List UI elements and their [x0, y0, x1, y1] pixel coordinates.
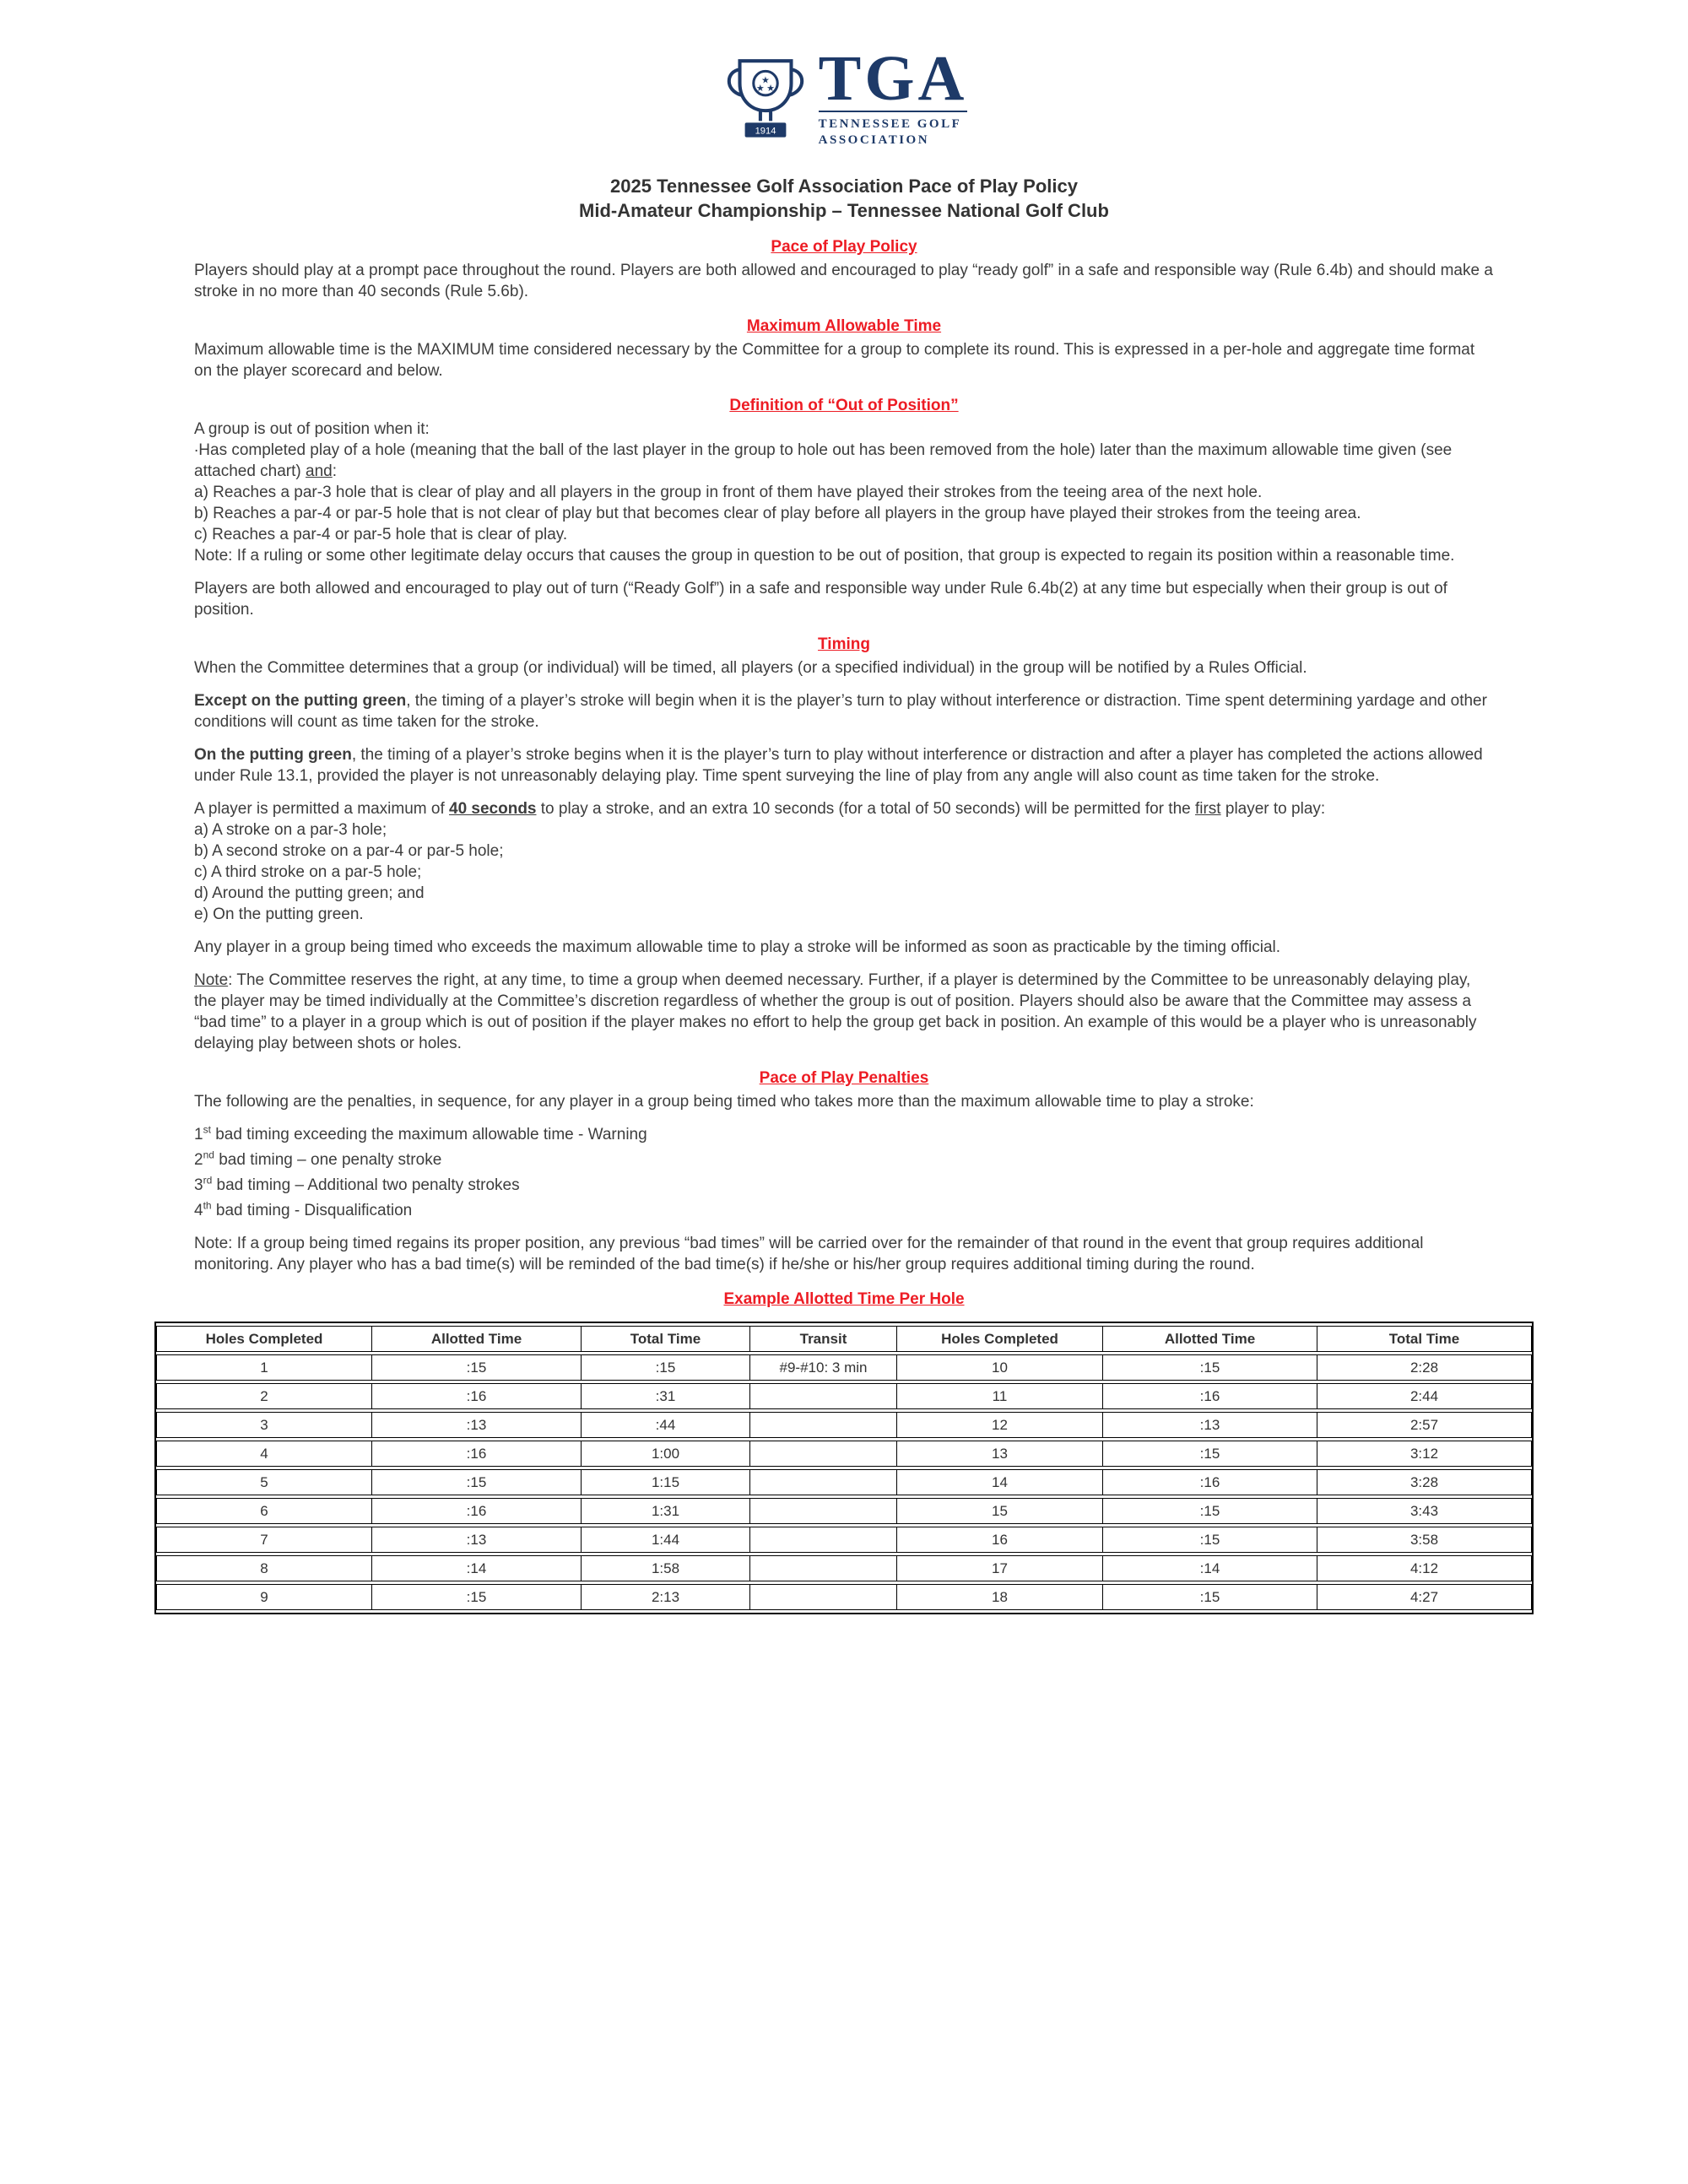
logo-text: [818, 43, 968, 149]
table-row: [156, 1441, 1532, 1467]
column-header: Allotted Time: [372, 1326, 582, 1352]
column-header: Holes Completed: [897, 1326, 1103, 1352]
table-cell: :13: [372, 1412, 582, 1438]
penalties-heading: Pace of Play Penalties: [759, 1069, 929, 1087]
table-cell: 13: [897, 1441, 1103, 1467]
table-cell: 4:12: [1317, 1555, 1532, 1581]
except-green-rest: , the timing of a player’s stroke will begin when it is the player’s turn to play without interference or distraction. Time spent determining yardage and other conditions will count as time taken for the stroke.: [194, 692, 1487, 731]
condition-a: a) Reaches a par-3 hole that is clear of play and all players in the group in front of them have played their strokes from the teeing area of the next hole.: [194, 484, 1263, 501]
penalty-2-num: 2: [194, 1151, 203, 1169]
timing-notified-text: When the Committee determines that a group (or individual) will be timed, all players (or a specified individual) in the group will be notified by a Rules Official.: [194, 659, 1307, 677]
table-cell: 16: [897, 1527, 1103, 1553]
extra-time-item-c: c) A third stroke on a par-5 hole;: [194, 863, 422, 881]
table-cell: [750, 1527, 897, 1553]
table-cell: [750, 1555, 897, 1581]
table-cell: 11: [897, 1383, 1103, 1409]
out-of-position-intro: A group is out of position when it:: [194, 420, 430, 438]
table-cell: 2: [156, 1383, 372, 1409]
table-cell: 18: [897, 1584, 1103, 1610]
penalty-2-ordinal: nd: [203, 1149, 214, 1161]
svg-text:★: ★: [766, 83, 775, 94]
table-cell: 10: [897, 1354, 1103, 1381]
table-cell: :15: [1103, 1584, 1317, 1610]
table-cell: [750, 1383, 897, 1409]
table-cell: :15: [372, 1469, 582, 1495]
max-time-heading: Maximum Allowable Time: [746, 317, 942, 335]
table-cell: 12: [897, 1412, 1103, 1438]
document-body: [194, 236, 1494, 1310]
forty-pre: A player is permitted a maximum of: [194, 800, 449, 818]
table-cell: :15: [1103, 1441, 1317, 1467]
table-cell: #9-#10: 3 min: [750, 1354, 897, 1381]
section-maximum-allowable-time: [194, 316, 1494, 381]
table-cell: 8: [156, 1555, 372, 1581]
table-cell: :15: [582, 1354, 750, 1381]
table-cell: :16: [1103, 1383, 1317, 1409]
logo-org-name: [819, 111, 968, 149]
penalties-list: [194, 1124, 1494, 1221]
table-cell: [750, 1469, 897, 1495]
penalty-item-3: [194, 1175, 1494, 1196]
logo-org-line2: ASSOCIATION: [818, 133, 930, 147]
penalty-2-text: bad timing – one penalty stroke: [214, 1151, 442, 1169]
table-cell: :31: [582, 1383, 750, 1409]
bullet-text-and: and: [306, 462, 333, 480]
table-cell: 3:28: [1317, 1469, 1532, 1495]
penalty-4-text: bad timing - Disqualification: [211, 1202, 413, 1219]
table-cell: :16: [372, 1498, 582, 1524]
timing-on-green-text: [194, 744, 1494, 787]
timing-forty-seconds-text: [194, 798, 1494, 819]
penalty-1-num: 1: [194, 1126, 203, 1143]
max-time-text: Maximum allowable time is the MAXIMUM time considered necessary by the Committee for a group to complete its round. This is expressed in a per-hole and aggregate time format on the player scorecard and below.: [194, 341, 1475, 380]
table-row: [156, 1354, 1532, 1381]
table-cell: :15: [372, 1354, 582, 1381]
table-row: [156, 1383, 1532, 1409]
condition-b: b) Reaches a par-4 or par-5 hole that is not clear of play but that becomes clear of play before all players in the group have played their strokes from the teeing area.: [194, 505, 1361, 522]
table-cell: :14: [1103, 1555, 1317, 1581]
except-green-lead: Except on the putting green: [194, 692, 407, 710]
table-cell: 1:00: [582, 1441, 750, 1467]
extra-time-list: [194, 819, 1494, 925]
column-header: Transit: [750, 1326, 897, 1352]
table-cell: :15: [1103, 1498, 1317, 1524]
penalty-1-ordinal: st: [203, 1123, 211, 1136]
table-cell: :15: [372, 1584, 582, 1610]
penalty-3-ordinal: rd: [203, 1174, 213, 1187]
section-pace-of-play-policy: [194, 236, 1494, 302]
extra-time-item-d: d) Around the putting green; and: [194, 884, 425, 902]
column-header: Holes Completed: [156, 1326, 372, 1352]
table-row: [156, 1555, 1532, 1581]
penalty-item-1: [194, 1124, 1494, 1145]
column-header: Total Time: [582, 1326, 750, 1352]
table-cell: 14: [897, 1469, 1103, 1495]
table-cell: :16: [1103, 1469, 1317, 1495]
penalty-3-text: bad timing – Additional two penalty strokes: [212, 1176, 520, 1194]
timing-heading: Timing: [818, 635, 870, 653]
penalty-4-ordinal: th: [203, 1199, 212, 1212]
condition-c: c) Reaches a par-4 or par-5 hole that is clear of play.: [194, 526, 568, 543]
table-cell: 3:43: [1317, 1498, 1532, 1524]
column-header: Allotted Time: [1103, 1326, 1317, 1352]
table-cell: 4:27: [1317, 1584, 1532, 1610]
allotted-table-heading: Example Allotted Time Per Hole: [723, 1290, 965, 1308]
section-out-of-position: [194, 395, 1494, 620]
table-cell: 17: [897, 1555, 1103, 1581]
timing-note-label: Note: [194, 971, 229, 989]
table-cell: :16: [372, 1441, 582, 1467]
pace-policy-text: Players should play at a prompt pace throughout the round. Players are both allowed and encouraged to play “ready golf” in a safe and responsible way (Rule 6.4b) and should make a stroke in no more than 40 seconds (Rule 5.6b).: [194, 262, 1493, 300]
penalty-item-2: [194, 1149, 1494, 1170]
table-cell: :13: [1103, 1412, 1317, 1438]
table-row: [156, 1412, 1532, 1438]
forty-post: player to play:: [1220, 800, 1326, 818]
table-cell: 2:57: [1317, 1412, 1532, 1438]
table-cell: 9: [156, 1584, 372, 1610]
penalty-3-num: 3: [194, 1176, 203, 1194]
table-cell: 15: [897, 1498, 1103, 1524]
table-cell: [750, 1498, 897, 1524]
out-of-position-heading: Definition of “Out of Position”: [729, 397, 959, 414]
table-cell: 2:44: [1317, 1383, 1532, 1409]
logo-org-line1: TENNESSEE GOLF: [818, 117, 962, 131]
table-cell: 4: [156, 1441, 372, 1467]
table-cell: 1:31: [582, 1498, 750, 1524]
penalty-item-4: [194, 1200, 1494, 1221]
column-header: Total Time: [1317, 1326, 1532, 1352]
tga-logo: [0, 0, 1688, 155]
out-of-position-conditions: [194, 482, 1494, 566]
forty-first: first: [1194, 800, 1221, 818]
timing-informed-text: Any player in a group being timed who exceeds the maximum allowable time to play a stroke will be informed as soon as practicable by the timing official.: [194, 938, 1281, 956]
forty-mid: to play a stroke, and an extra 10 seconds (for a total of 50 seconds) will be permitted for the: [536, 800, 1195, 818]
table-cell: 2:28: [1317, 1354, 1532, 1381]
table-row: [156, 1469, 1532, 1495]
table-cell: :44: [582, 1412, 750, 1438]
table-cell: :15: [1103, 1354, 1317, 1381]
timing-except-green-text: [194, 690, 1494, 733]
table-cell: 3:58: [1317, 1527, 1532, 1553]
out-of-position-bullet: [194, 440, 1494, 482]
table-row: [156, 1584, 1532, 1610]
allotted-time-table: [154, 1322, 1534, 1614]
table-cell: 1: [156, 1354, 372, 1381]
table-cell: 5: [156, 1469, 372, 1495]
svg-text:★: ★: [760, 75, 770, 86]
table-cell: :15: [1103, 1527, 1317, 1553]
logo-monogram: TGA: [818, 43, 968, 114]
penalties-note: Note: If a group being timed regains its proper position, any previous “bad times” will be carried over for the remainder of that round in the event that group requires additional monitoring. Any player who has a bad time(s) will be reminded of the bad time(s) if he/she or his/her group requires additional timing during the round.: [194, 1235, 1424, 1273]
table-row: [156, 1527, 1532, 1553]
table-row: [156, 1498, 1532, 1524]
bullet-text-lead: ∙Has completed play of a hole (meaning that the ball of the last player in the group to hole out has been removed from the hole) later than the maximum allowable time given (see attached chart): [194, 441, 1453, 480]
timing-note-rest: : The Committee reserves the right, at any time, to time a group when deemed necessary. Further, if a player is determined by the Committee to be unreasonably delaying play, the player may be timed individually at the Committee’s discretion regardless of whether the group is out of position. Players should also be aware that the Committee may assess a “bad time” to a player in a group which is out of position if the player makes no effort to help the group get back in position. An example of this would be a player who is unreasonably delaying play between shots or holes.: [194, 971, 1477, 1052]
extra-time-item-b: b) A second stroke on a par-4 or par-5 hole;: [194, 842, 504, 860]
table-cell: [750, 1441, 897, 1467]
table-cell: [750, 1412, 897, 1438]
table-cell: :14: [372, 1555, 582, 1581]
out-of-position-note: Note: If a ruling or some other legitimate delay occurs that causes the group in question to be out of position, that group is expected to regain its position within a reasonable time.: [194, 547, 1455, 565]
extra-time-item-a: a) A stroke on a par-3 hole;: [194, 821, 387, 839]
penalty-4-num: 4: [194, 1202, 203, 1219]
svg-text:★: ★: [755, 83, 765, 94]
extra-time-item-e: e) On the putting green.: [194, 905, 364, 923]
table-cell: 2:13: [582, 1584, 750, 1610]
section-penalties: [194, 1068, 1494, 1275]
logo-year: 1914: [755, 126, 776, 137]
on-green-lead: On the putting green: [194, 746, 352, 764]
bullet-text-colon: :: [332, 462, 338, 480]
table-cell: 7: [156, 1527, 372, 1553]
pace-policy-heading: Pace of Play Policy: [771, 238, 917, 256]
document-subtitle: Mid-Amateur Championship – Tennessee National Golf Club: [579, 200, 1109, 221]
ready-golf-text: Players are both allowed and encouraged to play out of turn (“Ready Golf”) in a safe and responsible way under Rule 6.4b(2) at any time but especially when their group is out of position.: [194, 580, 1447, 619]
table-cell: 6: [156, 1498, 372, 1524]
table-cell: 1:15: [582, 1469, 750, 1495]
section-timing: [194, 634, 1494, 1054]
table-cell: 1:58: [582, 1555, 750, 1581]
table-cell: :16: [372, 1383, 582, 1409]
table-cell: [750, 1584, 897, 1610]
forty-emph: 40 seconds: [449, 800, 537, 818]
table-cell: :13: [372, 1527, 582, 1553]
penalties-intro: The following are the penalties, in sequence, for any player in a group being timed who takes more than the maximum allowable time to play a stroke:: [194, 1093, 1254, 1111]
penalty-1-text: bad timing exceeding the maximum allowable time - Warning: [210, 1126, 647, 1143]
table-cell: 1:44: [582, 1527, 750, 1553]
allotted-table-body: [156, 1354, 1532, 1610]
allotted-table-head-row: [156, 1326, 1532, 1352]
table-cell: 3: [156, 1412, 372, 1438]
table-cell: 3:12: [1317, 1441, 1532, 1467]
trophy-icon: [721, 51, 810, 155]
document-title: 2025 Tennessee Golf Association Pace of Play Policy: [610, 176, 1078, 197]
timing-note-text: [194, 970, 1494, 1054]
on-green-rest: , the timing of a player’s stroke begins when it is the player’s turn to play without interference or distraction and after a player has completed the actions allowed under Rule 13.1, provided the player is not unreasonably delaying play. Time spent surveying the line of play from any angle will also count as time taken for the stroke.: [194, 746, 1483, 785]
